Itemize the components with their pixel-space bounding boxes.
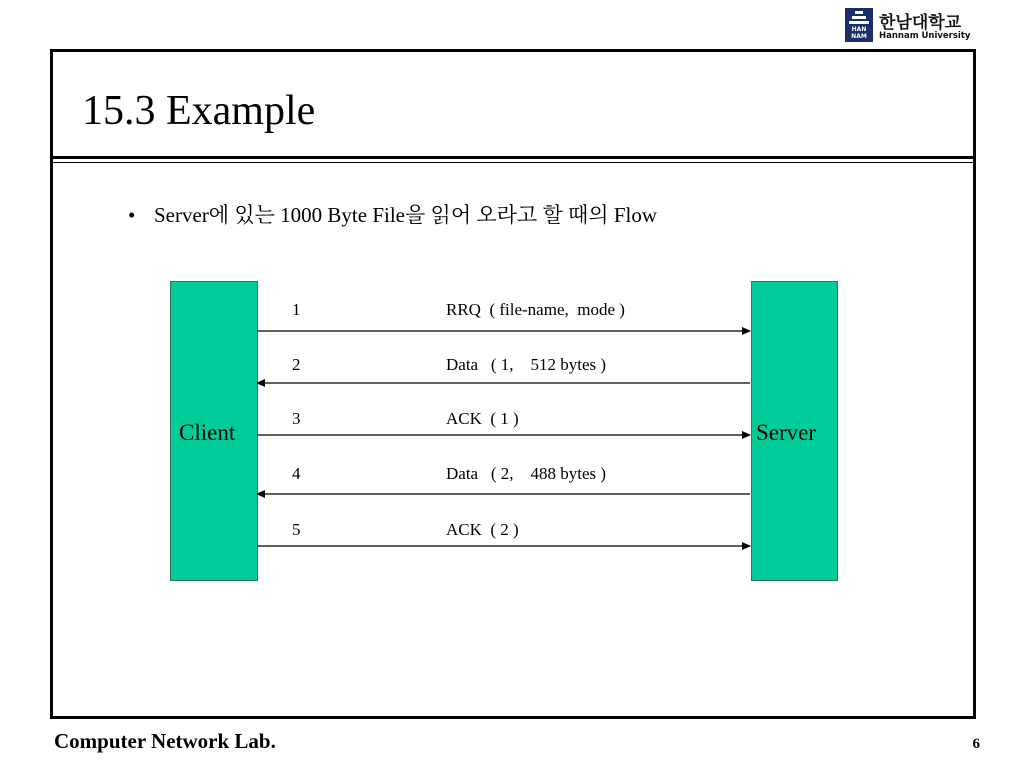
message-label: ACK ( 2 ) bbox=[446, 520, 519, 539]
logo-mark-text-2: NAM bbox=[851, 33, 867, 40]
footer-lab-name: Computer Network Lab. bbox=[54, 729, 276, 753]
message-number: 2 bbox=[292, 355, 301, 374]
logo-english-name: Hannam University bbox=[879, 31, 971, 41]
message-number: 5 bbox=[292, 520, 301, 539]
bullet-text: Server에 있는 1000 Byte File을 읽어 오라고 할 때의 Flow bbox=[154, 203, 657, 227]
logo-korean-name: 한남대학교 bbox=[879, 13, 962, 33]
message-number: 4 bbox=[292, 464, 301, 483]
slide-title: 15.3 Example bbox=[82, 88, 316, 134]
message-number: 1 bbox=[292, 300, 301, 319]
bullet-dot-icon: • bbox=[128, 203, 136, 227]
message-label: Data ( 2, 488 bytes ) bbox=[446, 464, 607, 483]
client-label: Client bbox=[179, 420, 236, 445]
message-label: Data ( 1, 512 bytes ) bbox=[446, 355, 607, 374]
logo-mark-text-1: HAN bbox=[851, 26, 867, 33]
message-label: RRQ ( file-name, mode ) bbox=[446, 300, 625, 319]
message-number: 3 bbox=[292, 409, 301, 428]
page-number: 6 bbox=[972, 736, 980, 752]
message-label: ACK ( 1 ) bbox=[446, 409, 519, 428]
server-label: Server bbox=[756, 420, 817, 445]
